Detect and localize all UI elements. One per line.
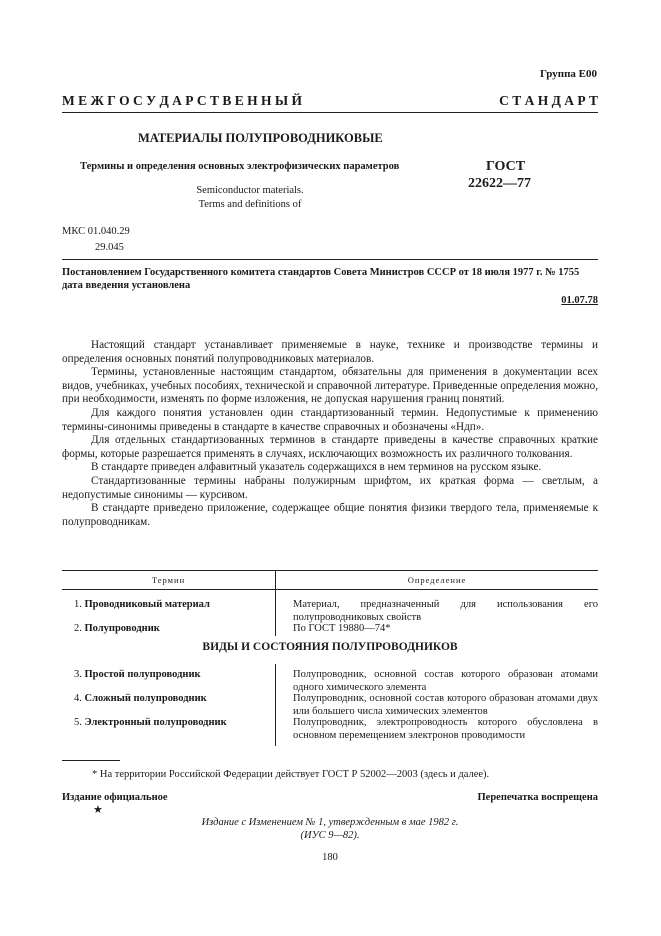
body-paragraph: Настоящий стандарт устанавливает применяемые в науке, технике и производстве термины и определения основных понятий полупроводниковых материалов. xyxy=(62,339,598,365)
header-rule xyxy=(62,112,598,113)
table-header xyxy=(62,570,598,590)
term-cell xyxy=(62,622,275,635)
document-title: МАТЕРИАЛЫ ПОЛУПРОВОДНИКОВЫЕ xyxy=(138,131,383,145)
term-cell xyxy=(62,668,275,694)
effective-date: 01.07.78 xyxy=(561,295,598,306)
definition-cell: Материал, предназначенный для использования его полупроводниковых свойств xyxy=(293,599,598,623)
reprint-prohibited-label: Перепечатка воспрещена xyxy=(477,792,598,803)
intro-text xyxy=(62,339,598,529)
group-code: Группа Е00 xyxy=(539,68,597,80)
table-row xyxy=(62,716,598,742)
term-number: 5. xyxy=(74,717,82,728)
footnote-rule xyxy=(62,760,120,761)
term-number: 1. xyxy=(74,599,82,610)
document-subtitle: Термины и определения основных электрофизических параметров xyxy=(80,161,400,172)
table-row xyxy=(62,622,598,635)
term-cell xyxy=(62,716,275,742)
column-header-definition: Определение xyxy=(407,575,467,585)
body-paragraph: В стандарте приведен алфавитный указатель содержащихся в нем терминов на русском языке. xyxy=(91,461,542,474)
term-cell xyxy=(62,692,275,718)
english-title-line2: Terms and definitions of xyxy=(198,199,302,210)
decree-text: Постановлением Государственного комитета стандартов Совета Министров СССР от 18 июля 1977 г. № 1755 дата введения установлена xyxy=(62,267,580,291)
definition-cell: Полупроводник, основной состав которого образован атомами двух или большего числа химических элементов xyxy=(293,693,598,717)
standard-banner xyxy=(62,93,598,109)
term-name: Простой полупроводник xyxy=(84,669,201,680)
table-row xyxy=(62,598,598,624)
term-name: Электронный полупроводник xyxy=(84,717,227,728)
gost-designation xyxy=(468,158,531,192)
edition-note-line2: (ИУС 9—82). xyxy=(300,830,360,841)
table-row xyxy=(62,692,598,718)
mks-code-1: МКС 01.040.29 xyxy=(62,226,130,237)
banner-word-standard: С Т А Н Д А Р Т xyxy=(499,93,598,108)
star-icon: ★ xyxy=(93,804,103,816)
edition-note-line1: Издание с Изменением № 1, утвержденным в мае 1982 г. xyxy=(201,817,459,828)
term-name: Полупроводник xyxy=(84,623,160,634)
body-paragraph: Для каждого понятия установлен один стандартизованный термин. Недопустимые к применению термины-синонимы приведены в стандарте в качестве справочных и обозначены «Ндп». xyxy=(62,406,598,433)
term-name: Проводниковый материал xyxy=(84,599,210,610)
body-paragraph: Для отдельных стандартизованных терминов в стандарте приведены в качестве справочных краткие формы, которые разрешается применять в случаях, исключающих возможность их различного толкования. xyxy=(62,434,598,460)
table-row xyxy=(62,668,598,694)
term-cell xyxy=(62,598,275,624)
english-title-line1: Semiconductor materials. xyxy=(196,185,304,196)
term-name: Сложный полупроводник xyxy=(84,693,207,704)
term-number: 4. xyxy=(74,693,82,704)
body-paragraph: В стандарте приведено приложение, содержащее общие понятия физики твердого тела, применяемые к полупроводникам. xyxy=(62,502,598,528)
definition-cell: По ГОСТ 19880—74* xyxy=(293,623,391,634)
body-paragraph: Стандартизованные термины набраны полужирным шрифтом, их краткая форма — светлым, а недопустимые синонимы — курсивом. xyxy=(62,474,598,501)
official-edition-label: Издание официальное xyxy=(62,792,168,803)
mks-code-2: 29.045 xyxy=(95,242,124,253)
section-heading: ВИДЫ И СОСТОЯНИЯ ПОЛУПРОВОДНИКОВ xyxy=(202,641,458,653)
footnote: * На территории Российской Федерации действует ГОСТ Р 52002—2003 (здесь и далее). xyxy=(92,769,490,780)
gost-label: ГОСТ xyxy=(486,159,526,174)
banner-word-interstate: М Е Ж Г О С У Д А Р С Т В Е Н Н Ы Й xyxy=(62,93,303,108)
english-title xyxy=(170,184,330,212)
gost-number: 22622—77 xyxy=(468,176,531,191)
definition-cell: Полупроводник, электропроводность которого обусловлена в основном перемещением электронов проводимости xyxy=(293,717,598,741)
page-number: 180 xyxy=(322,852,338,863)
term-number: 3. xyxy=(74,669,82,680)
edition-note xyxy=(62,816,598,842)
definition-cell: Полупроводник, основной состав которого образован атомами одного химического элемента xyxy=(293,669,598,693)
column-header-term: Термин xyxy=(62,571,276,589)
decree-rule xyxy=(62,259,598,260)
term-number: 2. xyxy=(74,623,82,634)
body-paragraph: Термины, установленные настоящим стандартом, обязательны для применения в документации всех видов, учебниках, учебных пособиях, технической и справочной литературе. Приведенные определения можно, при необходимости, изменять по форме изложения, не допуская нарушения границ понятий. xyxy=(62,366,598,406)
